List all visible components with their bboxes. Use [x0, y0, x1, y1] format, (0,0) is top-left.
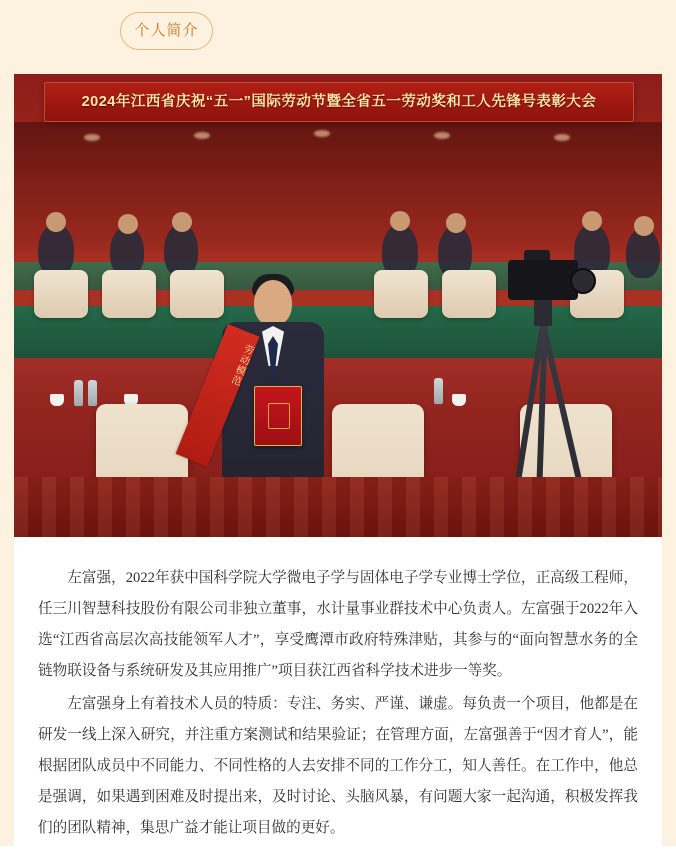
honoree-head [254, 280, 292, 326]
profile-paragraph-1: 左富强，2022年获中国科学院大学微电子学与固体电子学专业博士学位，正高级工程师，任三川智慧科技股份有限公司非独立董事，水计量事业群技术中心负责人。左富强于2022年入选“江西省高层次高技能领军人才”，享受鹰潭市政府特殊津贴，其参与的“面向智慧水务的全链物联设备与系统研发及其应用推广”项目获江西省科学技术进步一等奖。 [38, 570, 638, 679]
back-chair [102, 270, 156, 318]
award-certificate [254, 386, 302, 446]
ceiling-light-icon [84, 134, 100, 141]
sash-text: 劳动模范 [227, 342, 255, 388]
audience-head [582, 211, 602, 231]
left-margin [0, 74, 14, 846]
photo-banner [44, 82, 634, 122]
profile-tag-button[interactable]: 个人简介 [120, 12, 213, 50]
ceiling-light-icon [194, 132, 210, 139]
water-bottle [74, 380, 83, 406]
audience-head [446, 213, 466, 233]
profile-paragraph-2: 左富强身上有着技术人员的特质：专注、务实、严谨、谦虚。每负责一个项目，他都是在研发一线上深入研究，并注重方案测试和结果验证；在管理方面，左富强善于“因才育人”，能根据团队成员中不同能力、不同性格的人去安排不同的工作分工，知人善任。在工作中，他总是强调，如果遇到困难及时提出来，及时讨论、头脑风暴，有问题大家一起沟通，积极发挥我们的团队精神，集思广益才能让项目做的更好。 [38, 696, 638, 836]
photo-carpet [14, 477, 662, 537]
page-header [0, 0, 676, 74]
audience-head [46, 212, 66, 232]
water-bottle [434, 378, 443, 404]
audience-head [390, 211, 410, 231]
photo-wall-shadow [14, 122, 662, 252]
ceiling-light-icon [314, 130, 330, 137]
right-margin [662, 74, 676, 846]
ceiling-light-icon [554, 134, 570, 141]
water-bottle [88, 380, 97, 406]
back-chair [374, 270, 428, 318]
ceiling-light-icon [434, 132, 450, 139]
camera-lens-icon [570, 268, 596, 294]
tripod-head [534, 300, 552, 326]
camera-body [508, 260, 578, 300]
back-chair [34, 270, 88, 318]
award-ceremony-photo[interactable] [14, 74, 662, 537]
photo-banner-text: 2024年江西省庆祝“五一”国际劳动节暨全省五一劳动奖和工人先锋号表彰大会 [81, 94, 597, 110]
content-card [14, 74, 662, 846]
audience-head [172, 212, 192, 232]
tea-cup [452, 394, 466, 406]
tea-cup [50, 394, 64, 406]
audience-head [634, 216, 654, 236]
audience-head [118, 214, 138, 234]
profile-body [14, 537, 662, 864]
